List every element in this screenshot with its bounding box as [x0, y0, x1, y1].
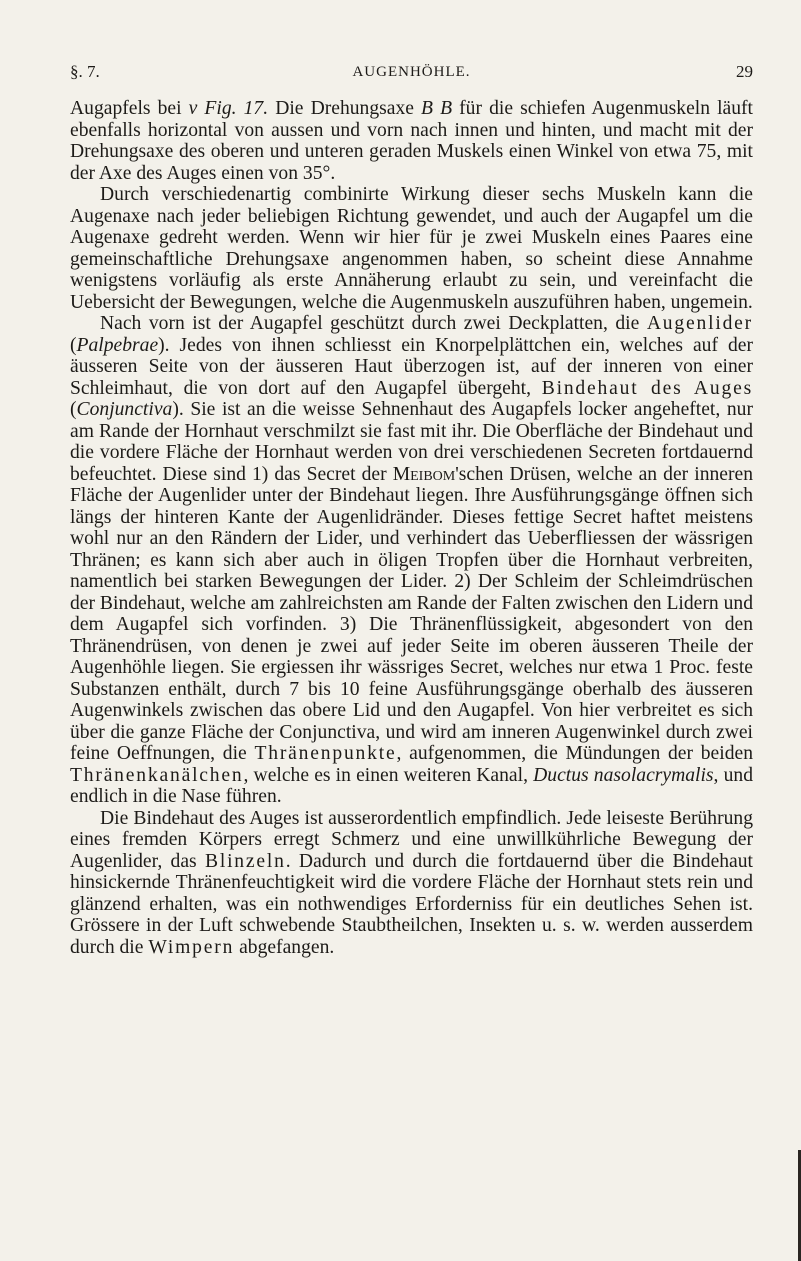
text-run: 'schen Drüsen, welche an der inneren Fläche der Augenlider unter der Bindehaut liegen. Ihre Ausführungsgänge öffnen sich längs der hinteren Kante der Augenlidränder. Dieses fettige Secret haftet meistens wohl nur an den Rändern der Lider, und verhindert das Ueberfliessen der wässrigen Thränen; es kann sich aber auch in öligen Tropfen über die Hornhaut verbreiten, namentlich bei starken Bewegungen der Lider. 2) Der Schleim der Schleimdrüschen der Bindehaut, welche am zahlreichsten am Rande der Falten zwischen den Lidern und dem Augapfel sich vorfinden. 3) Die Thränenflüssigkeit, abgesondert von den Thränendrüsen, von denen je zwei auf jeder Seite im oberen äusseren Theile der Augenhöhle liegen. Sie ergiessen ihr wässriges Secret, welches nur etwa 1 Proc. feste Substanzen enthält, durch 7 bis 10 feine Ausführungsgänge oberhalb des äusseren Augenwinkels zwischen das obere Lid und den Augapfel. Von hier verbreitet es sich über die ganze Fläche der Conjunctiva, und wird am inneren Augenwinkel durch zwei feine Oeffnungen, die [70, 463, 753, 764]
text-run: Die Bindehaut des Auges ist ausserordentlich empfindlich. Jede leiseste Berührung eines fremden Körpers erregt Schmerz und eine unwillkührliche Bewegung der Augenlider, das [70, 807, 753, 872]
emphasis-run: Palpebrae [76, 334, 159, 356]
text-run: Nach vorn ist der Augapfel geschützt durch zwei Deckplatten, die [100, 313, 647, 334]
text-run: abgefangen. [234, 936, 335, 958]
emphasis-run: Conjunctiva [76, 399, 173, 420]
emphasis-run: Bindehaut des Auges [541, 377, 753, 399]
text-run: Augapfels bei [70, 98, 189, 119]
paragraph [70, 313, 753, 808]
paragraph [70, 184, 753, 313]
body-text [70, 98, 753, 958]
emphasis-run: Thränenkanälchen [70, 764, 244, 786]
text-run: . Dadurch und durch die fortdauernd über die Bindehaut hinsickernde Thränenfeuchtigkeit wird die vordere Fläche der Hornhaut stets rein und glänzend erhalten, was ein nothwendiges Erforderniss für ein deutliches Sehen ist. Grössere in der Luft schwebende Staubtheilchen, Insekten u. s. w. werden ausserdem durch die [70, 850, 753, 958]
text-run: Die Drehungsaxe [268, 98, 422, 119]
emphasis-run: Augenlider [646, 313, 753, 334]
section-mark: §. 7. [70, 62, 100, 81]
paragraph [70, 98, 753, 184]
text-run: ( [70, 399, 77, 420]
text-run: , welche es in einen weiteren Kanal, [243, 764, 534, 786]
emphasis-run: Blinzeln [204, 850, 286, 872]
text-run: , aufgenommen, die Mündungen der beiden [396, 743, 753, 764]
emphasis-run: v Fig. 17. [188, 98, 269, 119]
emphasis-run: Ductus nasolacrymalis [533, 764, 714, 786]
text-run: Durch verschiedenartig combinirte Wirkung dieser sechs Muskeln kann die Augenaxe nach jeder beliebigen Richtung gewendet, und auch der Augapfel um die Augenaxe gedreht werden. Wenn wir hier für je zwei Muskeln eines Paares eine gemeinschaftliche Drehungsaxe angenommen haben, so scheint diese Annahme wenigstens vorläufig als erste Annäherung erlaubt zu sein, und vereinfacht die Uebersicht der Bewegungen, welche die Augenmuskeln auszuführen haben, ungemein. [70, 184, 753, 313]
text-run: ). Jedes von ihnen schliesst ein Knorpelplättchen ein, welches auf der äusseren Seite von der äusseren Haut überzogen ist, auf der inneren von einer Schleimhaut, die von dort auf den Augapfel übergeht, [70, 334, 753, 399]
text-run: für die schiefen Augenmuskeln läuft ebenfalls horizontal von aussen und vorn nach innen und hinten, und macht mit der Drehungsaxe des oberen und unteren geraden Muskels einen Winkel von etwa 75, mit der Axe des Auges einen von 35°. [70, 98, 754, 184]
emphasis-run: Wimpern [148, 936, 235, 958]
text-run: ( [70, 334, 77, 356]
emphasis-run: Meibom [392, 463, 456, 485]
text-run: , und endlich in die Nase führen. [70, 764, 753, 807]
running-head [70, 62, 753, 82]
page-number: 29 [736, 62, 753, 81]
emphasis-run: Thränenpunkte [254, 743, 397, 764]
header-title: AUGENHÖHLE. [352, 64, 471, 80]
paragraph [70, 808, 753, 959]
emphasis-run: B B [421, 98, 453, 119]
text-run: ). Sie ist an die weisse Sehnenhaut des Augapfels locker angeheftet, nur am Rande der Hornhaut verschmilzt sie fast mit ihr. Die Oberfläche der Bindehaut und die vordere Fläche der Hornhaut werden von drei verschiedenen Secreten fortdauernd befeuchtet. Diese sind 1) das Secret der [70, 399, 753, 485]
